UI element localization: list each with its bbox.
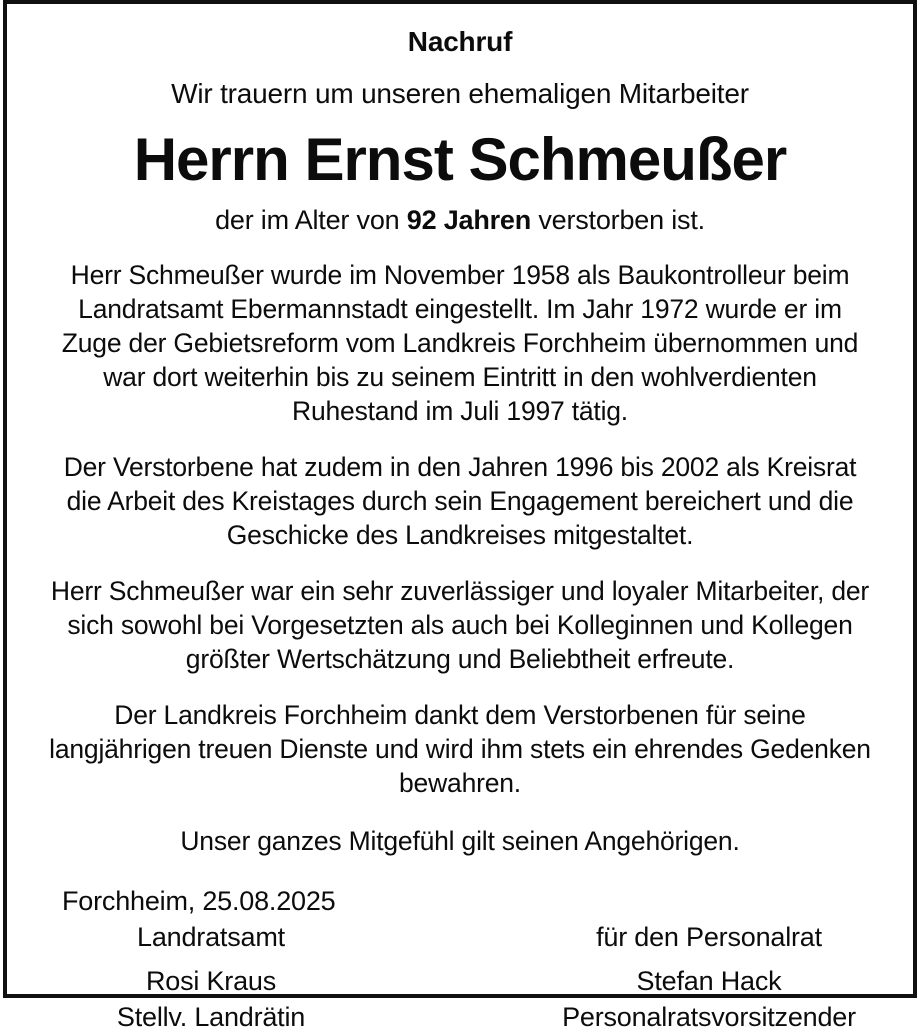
deceased-name: Herrn Ernst Schmeußer bbox=[7, 124, 913, 196]
signature-right-name: Stefan Hack bbox=[505, 963, 913, 999]
obituary-notice bbox=[3, 0, 917, 998]
signature-left-title: Stellv. Landrätin bbox=[7, 999, 415, 1035]
signature-right-org: für den Personalrat bbox=[505, 919, 913, 955]
notice-body bbox=[7, 258, 913, 858]
paragraph-character: Herr Schmeußer war ein sehr zuverlässiger und loyaler Mitarbeiter, der sich sowohl bei Vorgesetzten als auch bei Kolleginnen und Kollegen größter Wertschätzung und Beliebtheit erfreute. bbox=[45, 574, 875, 676]
signature-right-spacer bbox=[505, 883, 913, 919]
paragraph-career: Herr Schmeußer wurde im November 1958 als Baukontrolleur beim Landratsamt Ebermannstadt eingestellt. Im Jahr 1972 wurde er im Zuge der Gebietsreform vom Landkreis Forchheim übernommen und war dort weiterhin bis zu seinem Eintritt in den wohlverdienten Ruhestand im Juli 1997 tätig. bbox=[45, 258, 875, 428]
signature-right-column bbox=[505, 883, 913, 1035]
paragraph-condolence: Unser ganzes Mitgefühl gilt seinen Angehörigen. bbox=[45, 824, 875, 858]
signature-left-org: Landratsamt bbox=[7, 919, 415, 955]
paragraph-kreisrat: Der Verstorbene hat zudem in den Jahren 1996 bis 2002 als Kreisrat die Arbeit des Kreistages durch sein Engagement bereichert und die Geschicke des Landkreises mitgestaltet. bbox=[45, 450, 875, 552]
age-line-bold: 92 Jahren bbox=[407, 205, 531, 235]
signature-left-name: Rosi Kraus bbox=[7, 963, 415, 999]
signature-right-title: Personalratsvorsitzender bbox=[505, 999, 913, 1035]
paragraph-thanks: Der Landkreis Forchheim dankt dem Verstorbenen für seine langjährigen treuen Dienste und wird ihm stets ein ehrendes Gedenken bewahren. bbox=[45, 698, 875, 800]
age-line-suffix: verstorben ist. bbox=[531, 205, 705, 235]
age-line-prefix: der im Alter von bbox=[215, 205, 407, 235]
intro-line: Wir trauern um unseren ehemaligen Mitarbeiter bbox=[7, 78, 913, 110]
signature-left-column bbox=[7, 883, 415, 1035]
age-line bbox=[7, 204, 913, 236]
signature-block bbox=[7, 883, 913, 1035]
dateline: Forchheim, 25.08.2025 bbox=[7, 883, 415, 919]
notice-kicker: Nachruf bbox=[7, 26, 913, 58]
